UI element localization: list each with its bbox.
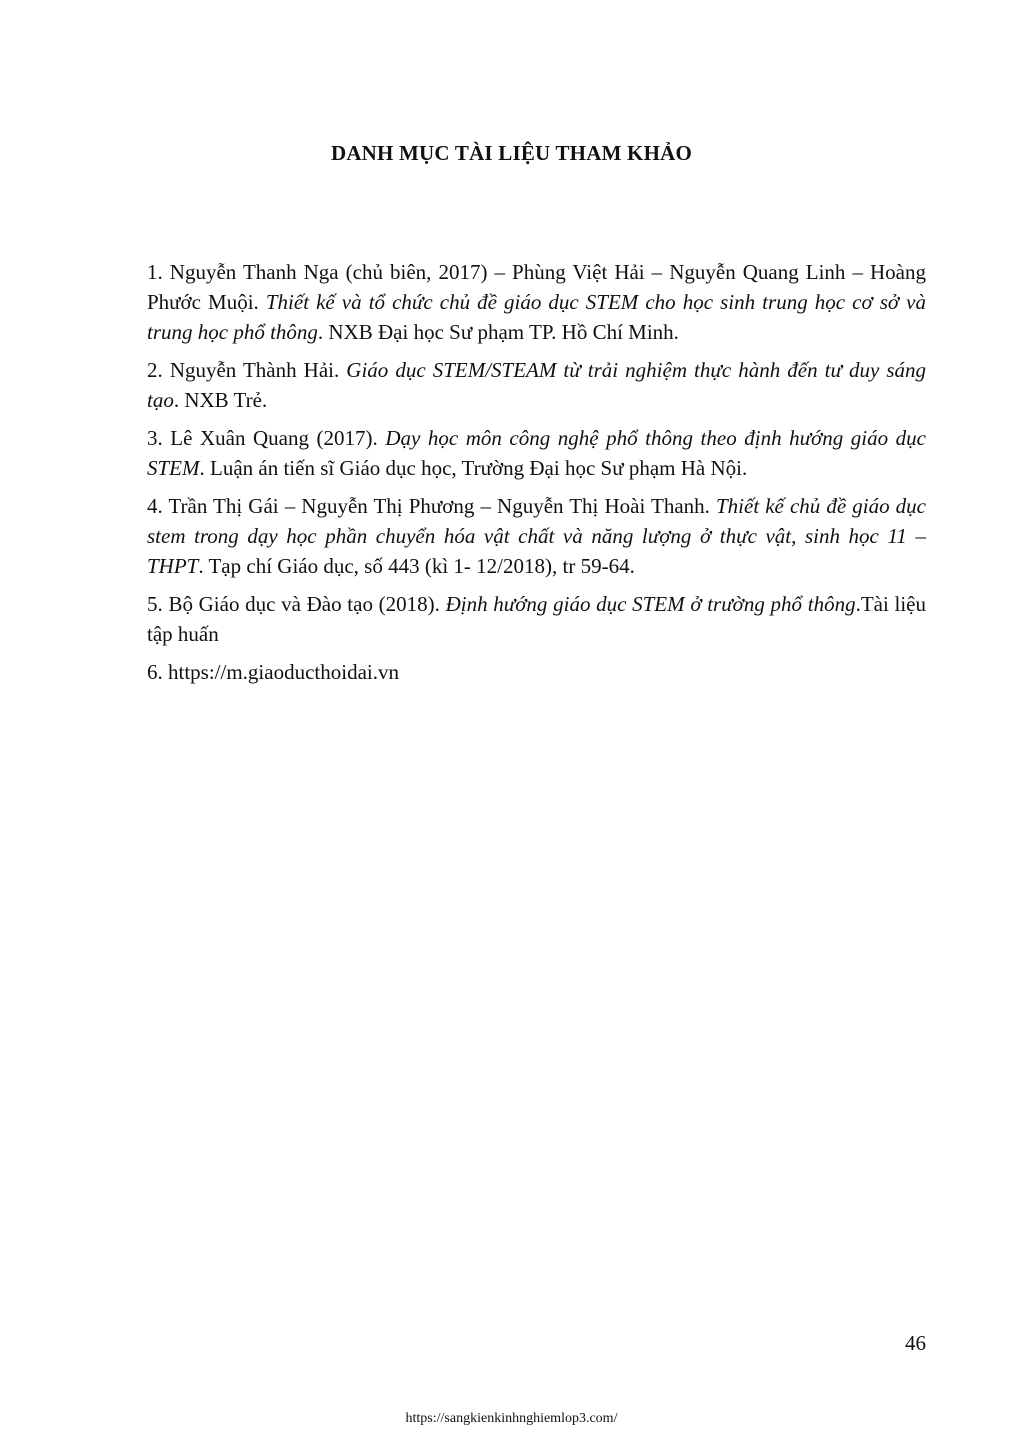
reference-url: https://m.giaoducthoidai.vn [168, 660, 399, 684]
reference-number: 2. [147, 358, 170, 382]
reference-authors: Trần Thị Gái – Nguyễn Thị Phương – Nguyễn Thị Hoài Thanh. [168, 494, 716, 518]
reference-item-3 [147, 423, 926, 483]
reference-title: Định hướng giáo dục STEM ở trường phổ thông [445, 592, 856, 616]
reference-title: Dạy học môn công nghệ phổ thông theo định hướng giáo dục STEM [147, 426, 926, 480]
reference-publisher: . Tạp chí Giáo dục, số 443 (kì 1- 12/2018), tr 59-64. [198, 554, 635, 578]
reference-title: Thiết kế và tổ chức chủ đề giáo dục STEM cho học sinh trung học cơ sở và trung học phổ thông [147, 290, 926, 344]
page-number: 46 [905, 1331, 926, 1355]
reference-number: 5. [147, 592, 169, 616]
footer-url: https://sangkienkinhnghiemlop3.com/ [405, 1411, 618, 1426]
reference-item-6 [147, 657, 926, 687]
reference-number: 6. [147, 660, 168, 684]
reference-title: Giáo dục STEM/STEAM từ trải nghiệm thực hành đến tư duy sáng tạo [147, 358, 927, 412]
page-title: DANH MỤC TÀI LIỆU THAM KHẢO [330, 141, 693, 165]
reference-publisher: . NXB Đại học Sư phạm TP. Hồ Chí Minh. [317, 320, 679, 344]
reference-list [147, 257, 926, 695]
reference-authors: Bộ Giáo dục và Đào tạo (2018). [168, 592, 446, 616]
reference-item-4 [147, 491, 926, 581]
reference-authors: Nguyễn Thanh Nga (chủ biên, 2017) – Phùng Việt Hải – Nguyễn Quang Linh – Hoàng Phước Muội. [147, 260, 927, 314]
reference-publisher: . Luận án tiến sĩ Giáo dục học, Trường Đại học Sư phạm Hà Nội. [199, 456, 748, 480]
reference-publisher: . NXB Trẻ. [173, 388, 268, 412]
reference-authors: Lê Xuân Quang (2017). [170, 426, 386, 450]
reference-item-2 [147, 355, 926, 415]
reference-number: 1. [147, 260, 170, 284]
reference-item-5 [147, 589, 926, 649]
reference-number: 4. [147, 494, 169, 518]
reference-item-1 [147, 257, 926, 347]
reference-title: Thiết kế chủ đề giáo dục stem trong dạy học phần chuyển hóa vật chất và năng lượng ở thực vật, sinh học 11 – THPT [147, 494, 926, 578]
reference-publisher: .Tài liệu tập huấn [147, 592, 926, 646]
reference-number: 3. [147, 426, 171, 450]
reference-authors: Nguyễn Thành Hải. [169, 358, 347, 382]
